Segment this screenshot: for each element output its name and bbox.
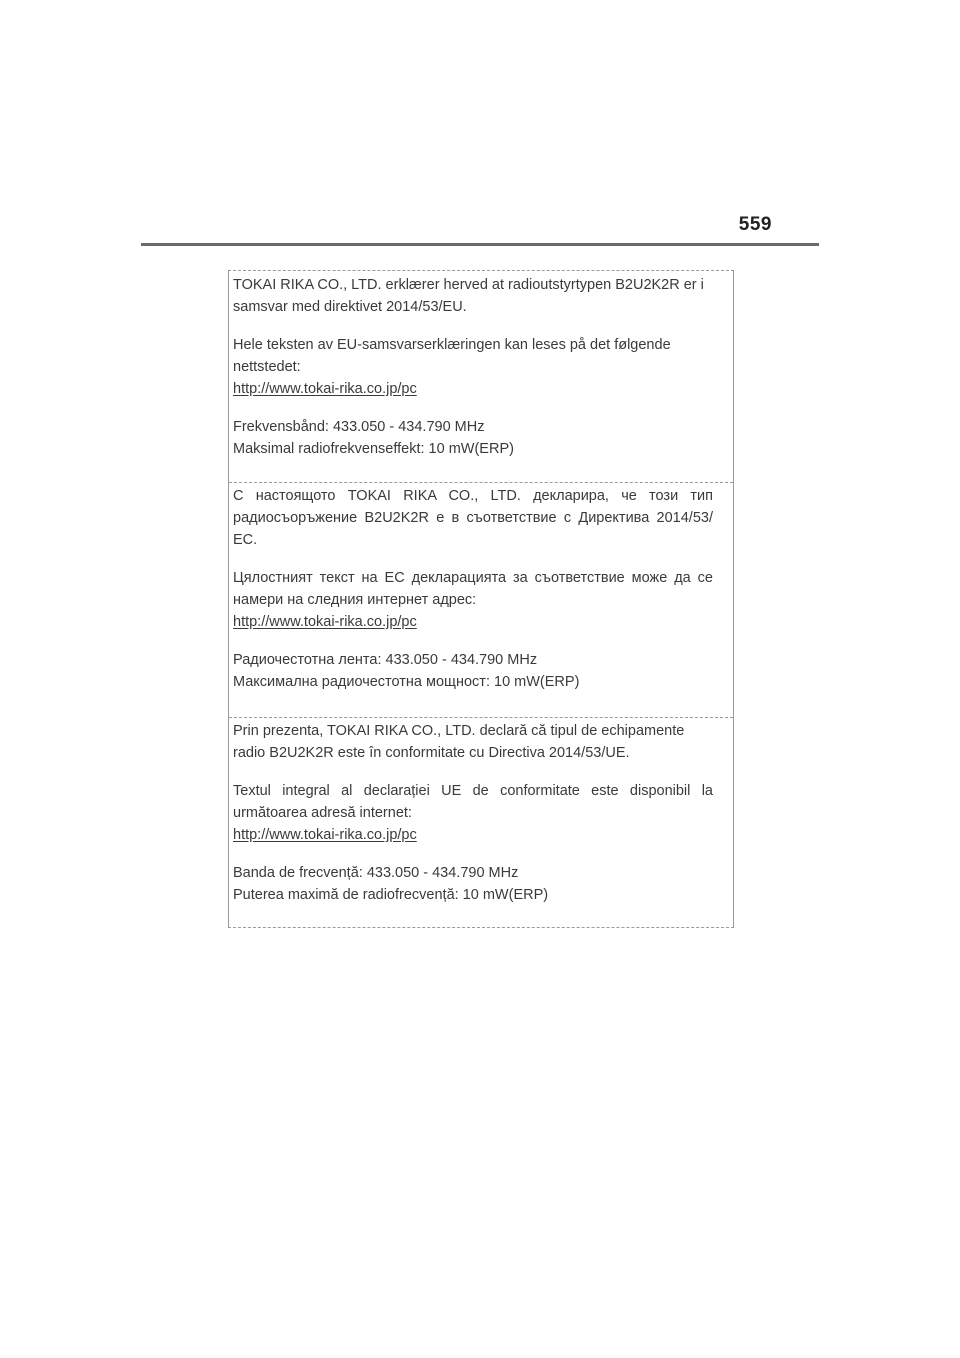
- max-power: Максимална радиочестотна мощност: 10 mW(ERP): [233, 674, 580, 690]
- section-norwegian: [229, 274, 733, 460]
- declaration-text: TOKAI RIKA CO., LTD. erklærer herved at radioutstyrtypen B2U2K2R er i samsvar med direktivet 2014/53/EU.: [233, 277, 704, 315]
- fulltext-intro: Цялостният текст на ЕС декларацията за съответствие може да се намери на следния интернет адрес:: [233, 570, 713, 608]
- declaration-link[interactable]: http://www.tokai-rika.co.jp/pc: [233, 381, 417, 397]
- section-bulgarian: [229, 482, 733, 712]
- frequency-band: Радиочестотна лента: 433.050 - 434.790 MHz: [233, 652, 538, 668]
- frequency-band: Frekvensbånd: 433.050 - 434.790 MHz: [233, 419, 485, 435]
- declaration-link[interactable]: http://www.tokai-rika.co.jp/pc: [233, 614, 417, 630]
- header-rule: [141, 243, 819, 246]
- max-power: Maksimal radiofrekvenseffekt: 10 mW(ERP): [233, 441, 514, 457]
- declaration-text: Prin prezenta, TOKAI RIKA CO., LTD. declară că tipul de echipamente radio B2U2K2R este în conformitate cu Directiva 2014/53/UE.: [233, 723, 685, 761]
- fulltext-intro: Hele teksten av EU-samsvarserklæringen kan leses på det følgende nettstedet:: [233, 337, 671, 375]
- fulltext-intro: Textul integral al declarației UE de conformitate este disponibil la următoarea adresă internet:: [233, 783, 713, 821]
- declaration-box: [228, 270, 734, 928]
- section-romanian: [229, 717, 733, 906]
- declaration-text: С настоящото TOKAI RIKA CO., LTD. декларира, че този тип радиосъоръжение B2U2K2R е в съответствие с Директива 2014/53/ЕС.: [233, 488, 713, 548]
- frequency-band: Banda de frecvență: 433.050 - 434.790 MHz: [233, 865, 519, 881]
- max-power: Puterea maximă de radiofrecvență: 10 mW(ERP): [233, 887, 549, 903]
- declaration-link[interactable]: http://www.tokai-rika.co.jp/pc: [233, 827, 417, 843]
- page-number: 559: [738, 214, 772, 235]
